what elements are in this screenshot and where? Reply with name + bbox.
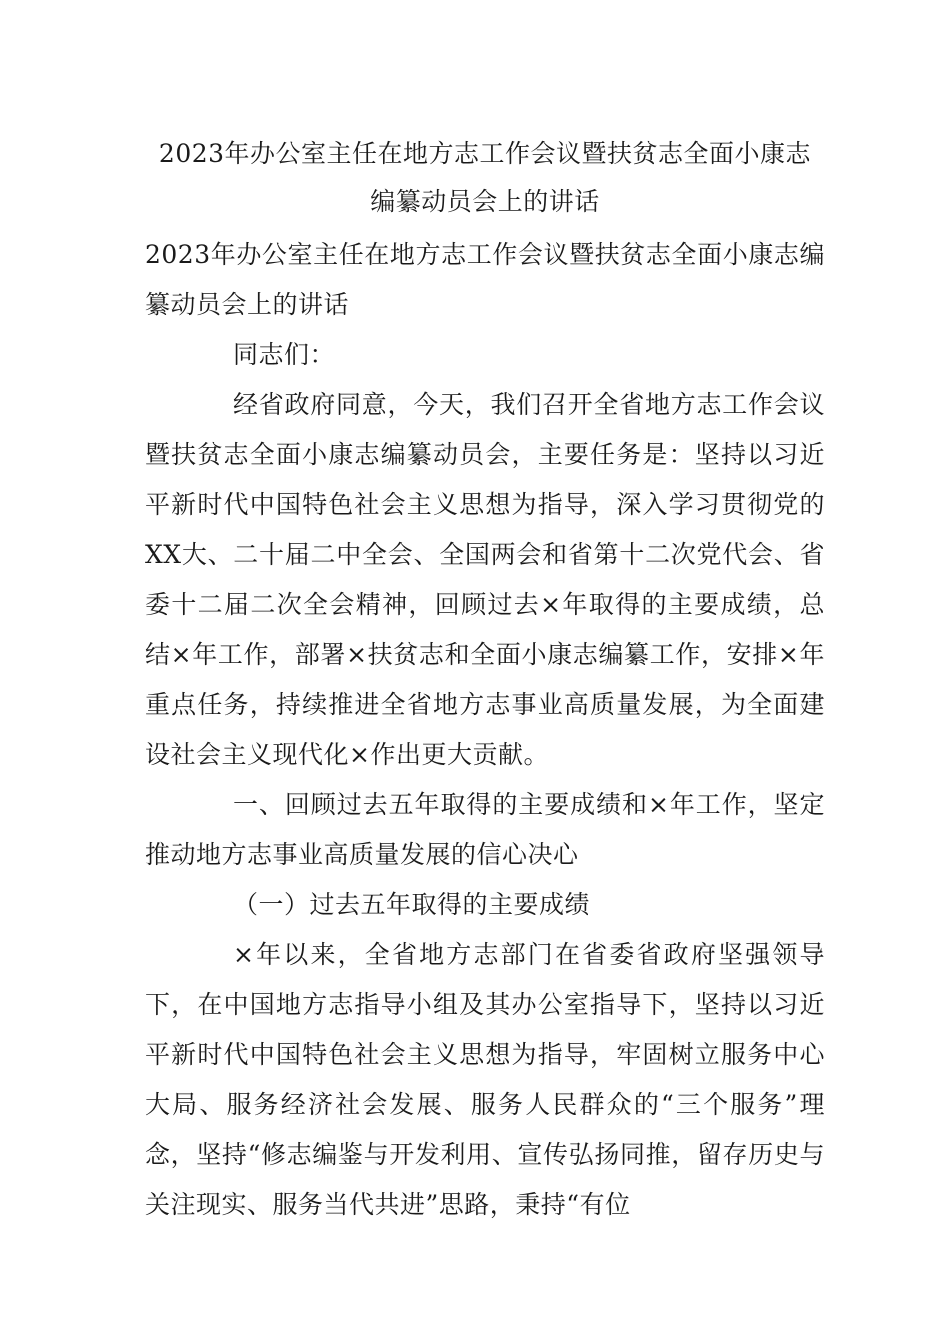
title-line-1: 2023年办公室主任在地方志工作会议暨扶贫志全面小康志 bbox=[158, 139, 812, 168]
paragraph-achievements: ×年以来，全省地方志部门在省委省政府坚强领导下，在中国地方志指导小组及其办公室指导下，坚持以习近平新时代中国特色社会主义思想为指导，牢固树立服务中心大局、服务经济社会发展、服务人民群众的“三个服务”理念，坚持“修志编鉴与开发利用、宣传弘扬同推，留存历史与关注现实、服务当代共进”思路，秉持“有位 bbox=[145, 940, 825, 1219]
subsection-heading-1: （一）过去五年取得的主要成绩 bbox=[233, 890, 591, 919]
section-heading-1: 一、回顾过去五年取得的主要成绩和×年工作，坚定推动地方志事业高质量发展的信心决心 bbox=[145, 790, 825, 869]
title-line-2: 编纂动员会上的讲话 bbox=[370, 187, 600, 216]
document-subtitle: 2023年办公室主任在地方志工作会议暨扶贫志全面小康志编纂动员会上的讲话 bbox=[145, 240, 825, 319]
greeting: 同志们： bbox=[233, 340, 336, 369]
paragraph-intro: 经省政府同意，今天，我们召开全省地方志工作会议暨扶贫志全面小康志编纂动员会，主要任务是：坚持以习近平新时代中国特色社会主义思想为指导，深入学习贯彻党的XX大、二十届二中全会、全国两会和省第十二次党代会、省委十二届二次全会精神，回顾过去×年取得的主要成绩，总结×年工作，部署×扶贫志和全面小康志编纂工作，安排×年重点任务，持续推进全省地方志事业高质量发展，为全面建设社会主义现代化×作出更大贡献。 bbox=[145, 390, 825, 769]
document-body bbox=[145, 130, 825, 1230]
document-title bbox=[145, 130, 825, 226]
